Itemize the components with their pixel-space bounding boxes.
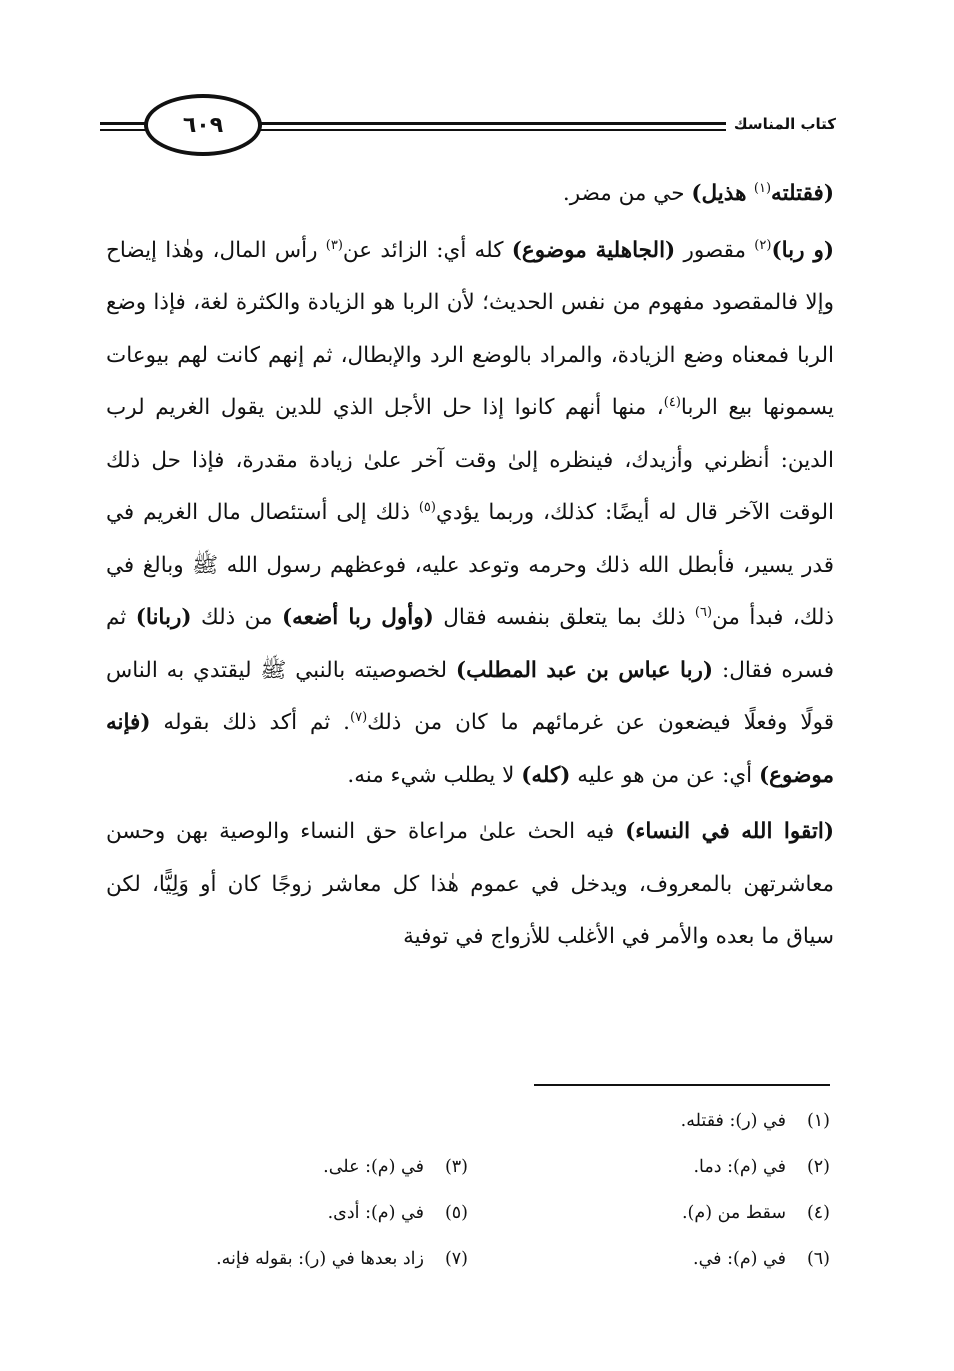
page-number: ٦٠٩: [182, 112, 224, 138]
main-text: [106, 168, 834, 964]
footnote-row: [106, 1236, 830, 1282]
footnote-row: [106, 1144, 830, 1190]
footnote-marker: (٤): [663, 394, 681, 410]
footnote-text: زاد بعدها في (ر): بقوله فإنه.: [216, 1249, 424, 1269]
hadith-quote: (الجاهلية موضوع): [511, 237, 676, 263]
footnote-number: (٦): [806, 1249, 830, 1269]
footnote-marker: (١): [753, 180, 772, 196]
text-run: ، منها أنهم كانوا إذا حل الأجل الذي للدين يقول الغريم لرب الدين: أنظرني وأزيدك، فينظره إلىٰ وقت آخر علىٰ زيادة مقدرة، فإذا حل ذلك الوقت الآخر قال له أيضًا: كذلك، وربما يؤدي: [106, 395, 834, 525]
text-run: رأس المال، وهٰذا إيضاح وإلا فالمقصود مفهوم من نفس الحديث؛ لأن الربا هو الزيادة والكثرة لغة، فإذا وضع الربا فمعناه وضع الزيادة، والمراد بالوضع الرد والإبطال، ثم إنهم كانت لهم بيوعات يسمونها بيع الربا: [106, 237, 834, 420]
footnote: [106, 1144, 468, 1190]
hadith-quote: هذيل): [691, 181, 754, 206]
footnote-number: (٥): [444, 1203, 468, 1223]
footnote-marker: (٦): [694, 604, 713, 620]
page-number-badge: [144, 94, 262, 156]
text-run: أي: عن من هو عليه: [570, 762, 759, 788]
paragraph: [106, 225, 834, 803]
footnote-marker: (٣): [325, 237, 343, 253]
footnote-number: (٧): [444, 1249, 468, 1269]
text-run: مقصور: [675, 237, 755, 263]
footnote-text: في (ر): فقتله.: [680, 1111, 786, 1131]
footnote-marker: (٥): [418, 499, 436, 515]
footnote-text: في (م): على.: [323, 1157, 424, 1177]
footnote-marker: (٢): [754, 237, 772, 253]
text-run: لا يطلب شيء منه.: [347, 762, 522, 788]
hadith-quote: (كله): [521, 762, 571, 788]
footnotes: [106, 1098, 830, 1282]
footnote-text: في (م): أدى.: [327, 1203, 424, 1223]
running-title: كتاب المناسك: [726, 111, 840, 137]
text-run: لخصوصيته بالنبي ﷺ ليقتدي به الناس قولًا وفعلًا فيضعون عن غرمائهم ما كان من ذلك: [106, 657, 834, 735]
hadith-quote: (فقتلته: [771, 181, 834, 206]
hadith-quote: (فإنه موضوع): [106, 710, 834, 788]
footnote: [468, 1236, 830, 1282]
text-run: كله أي: الزائد عن: [342, 237, 512, 263]
footnote-text: في (م): في.: [693, 1249, 786, 1269]
text-run: . ثم أكد ذلك بقوله: [150, 710, 350, 735]
footnote-row: [106, 1098, 830, 1144]
footnote: [106, 1236, 468, 1282]
footnote: [106, 1190, 468, 1236]
footnote: [468, 1144, 830, 1190]
hadith-quote: (ربا عباس بن عبد المطلب): [455, 657, 714, 683]
hadith-quote: (ربانا): [135, 605, 192, 630]
footnote-text: سقط من (م).: [681, 1203, 786, 1223]
footnote-separator: [534, 1084, 830, 1086]
hadith-quote: (اتقوا الله في النساء): [625, 819, 835, 844]
text-run: ذلك إلى أستئصال مال الغريم في قدر يسير، فأبطل الله ذلك وحرمه وتوعد عليه، فوعظهم رسول الله ﷺ وبالغ في ذلك، فبدأ من: [106, 500, 834, 630]
text-run: من ذلك: [191, 605, 282, 630]
footnote-number: (٢): [806, 1157, 830, 1177]
footnote: [468, 1098, 830, 1144]
footnote-text: في (م): دما.: [693, 1157, 786, 1177]
text-run: حي من مضر.: [562, 181, 692, 206]
paragraph: [106, 806, 834, 964]
hadith-quote: (و ربا): [771, 237, 834, 263]
footnote-number: (٣): [444, 1157, 468, 1177]
footnote-number: (٤): [806, 1203, 830, 1223]
page-header: [100, 92, 840, 162]
text-run: فيه الحث علىٰ مراعاة حق النساء والوصية بهن وحسن معاشرتهن بالمعروف، ويدخل في عموم هٰذا كل معاشر زوجًا كان أو وَلِيًّا، لكن سياق ما بعده والأمر في الأغلب للأزواج في توفية: [106, 819, 834, 949]
paragraph: [106, 168, 834, 221]
footnote-marker: (٧): [350, 709, 368, 725]
text-run: ذلك بما يتعلق بنفسه فقال: [433, 605, 695, 630]
footnote-number: (١): [806, 1111, 830, 1131]
text-run: ثم فسره فقال:: [106, 605, 834, 683]
footnote-row: [106, 1190, 830, 1236]
hadith-quote: (وأول ربا أضعه): [281, 605, 434, 630]
footnote: [468, 1190, 830, 1236]
